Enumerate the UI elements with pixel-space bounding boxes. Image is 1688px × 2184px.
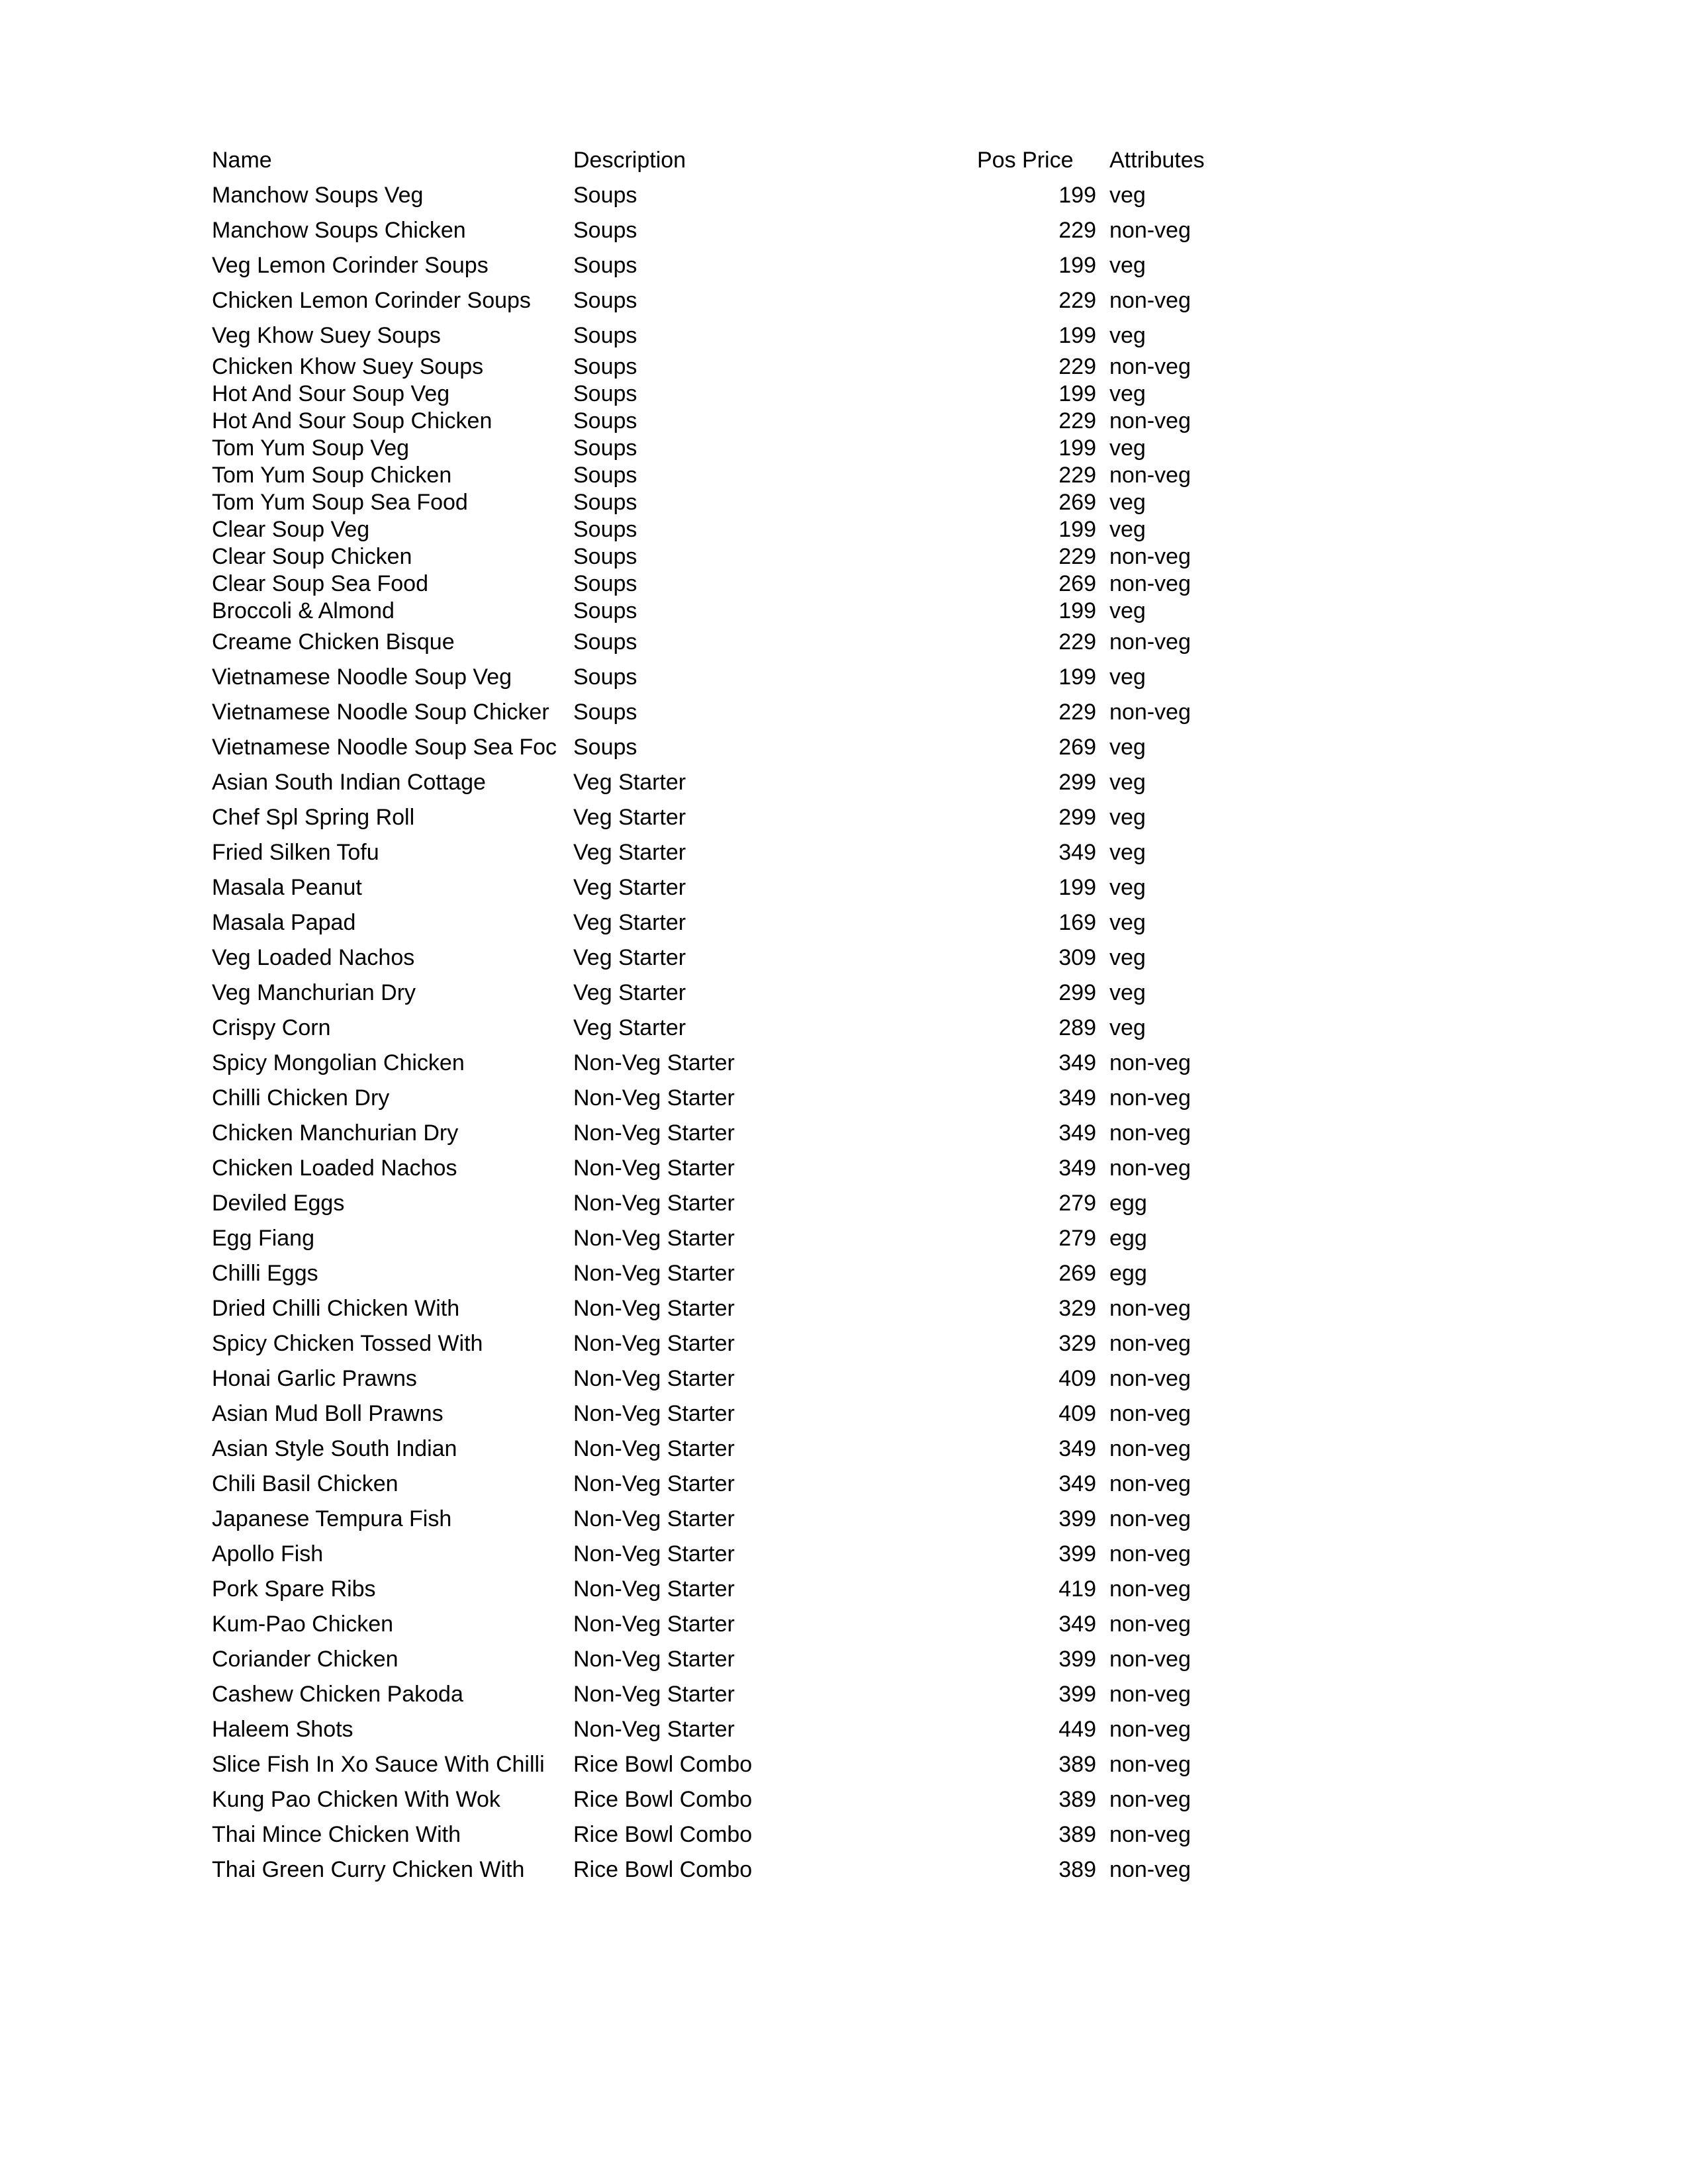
cell-name: Manchow Soups Chicken <box>212 217 466 243</box>
cell-price: 299 <box>1058 769 1096 795</box>
cell-attributes: veg <box>1109 1015 1146 1040</box>
cell-price: 389 <box>1058 1821 1096 1847</box>
cell-attributes: veg <box>1109 909 1146 935</box>
cell-attributes: veg <box>1109 979 1146 1005</box>
table-row <box>212 694 1340 729</box>
cell-description: Veg Starter <box>573 944 686 970</box>
cell-price: 199 <box>1058 435 1096 461</box>
cell-name: Tom Yum Soup Veg <box>212 435 410 461</box>
cell-attributes: non-veg <box>1109 217 1191 243</box>
cell-attributes: non-veg <box>1109 1365 1191 1391</box>
cell-description: Soups <box>573 629 637 655</box>
cell-name: Chilli Chicken Dry <box>212 1085 390 1111</box>
cell-description: Soups <box>573 664 637 690</box>
cell-description: Non-Veg Starter <box>573 1155 735 1181</box>
cell-name: Chicken Loaded Nachos <box>212 1155 457 1181</box>
cell-name: Asian South Indian Cottage <box>212 769 486 795</box>
cell-name: Crispy Corn <box>212 1015 331 1040</box>
column-header-attributes: Attributes <box>1109 147 1205 173</box>
cell-description: Rice Bowl Combo <box>573 1786 753 1812</box>
table-row <box>212 488 1340 516</box>
cell-attributes: non-veg <box>1109 1155 1191 1181</box>
cell-price: 229 <box>1058 543 1096 569</box>
table-row <box>212 1817 1340 1852</box>
cell-price: 329 <box>1058 1295 1096 1321</box>
cell-attributes: veg <box>1109 489 1146 515</box>
cell-price: 199 <box>1058 598 1096 623</box>
cell-name: Masala Peanut <box>212 874 362 900</box>
cell-name: Vietnamese Noodle Soup Chicker <box>212 699 549 725</box>
cell-price: 349 <box>1058 1471 1096 1496</box>
cell-name: Veg Lemon Corinder Soups <box>212 252 489 278</box>
cell-description: Veg Starter <box>573 839 686 865</box>
cell-description: Veg Starter <box>573 769 686 795</box>
cell-name: Cashew Chicken Pakoda <box>212 1681 463 1707</box>
cell-price: 299 <box>1058 979 1096 1005</box>
cell-price: 229 <box>1058 217 1096 243</box>
table-row <box>212 248 1340 283</box>
cell-attributes: non-veg <box>1109 1120 1191 1146</box>
cell-description: Non-Veg Starter <box>573 1646 735 1672</box>
cell-attributes: non-veg <box>1109 1576 1191 1602</box>
cell-attributes: non-veg <box>1109 1786 1191 1812</box>
table-row <box>212 659 1340 694</box>
table-row <box>212 318 1340 353</box>
cell-description: Rice Bowl Combo <box>573 1821 753 1847</box>
cell-price: 269 <box>1058 1260 1096 1286</box>
cell-description: Non-Veg Starter <box>573 1225 735 1251</box>
cell-price: 269 <box>1058 734 1096 760</box>
table-row <box>212 729 1340 764</box>
cell-price: 199 <box>1058 516 1096 542</box>
cell-name: Deviled Eggs <box>212 1190 345 1216</box>
cell-name: Vietnamese Noodle Soup Sea Foc <box>212 734 557 760</box>
table-row <box>212 516 1340 543</box>
cell-name: Masala Papad <box>212 909 356 935</box>
cell-price: 269 <box>1058 489 1096 515</box>
cell-price: 279 <box>1058 1225 1096 1251</box>
table-row <box>212 870 1340 905</box>
cell-price: 399 <box>1058 1541 1096 1567</box>
cell-name: Tom Yum Soup Chicken <box>212 462 452 488</box>
table-row <box>212 1045 1340 1080</box>
cell-attributes: non-veg <box>1109 1400 1191 1426</box>
cell-description: Non-Veg Starter <box>573 1435 735 1461</box>
cell-description: Non-Veg Starter <box>573 1541 735 1567</box>
cell-name: Clear Soup Sea Food <box>212 570 428 596</box>
cell-description: Rice Bowl Combo <box>573 1751 753 1777</box>
column-header-pos-price: Pos Price <box>977 147 1074 173</box>
cell-attributes: veg <box>1109 839 1146 865</box>
table-body <box>212 177 1340 1887</box>
menu-table <box>212 142 1340 1887</box>
table-row <box>212 1676 1340 1711</box>
cell-price: 229 <box>1058 408 1096 433</box>
cell-attributes: non-veg <box>1109 1050 1191 1075</box>
cell-price: 199 <box>1058 252 1096 278</box>
cell-attributes: non-veg <box>1109 462 1191 488</box>
cell-price: 349 <box>1058 1155 1096 1181</box>
cell-price: 269 <box>1058 570 1096 596</box>
table-row <box>212 177 1340 212</box>
column-header-description: Description <box>573 147 686 173</box>
cell-attributes: non-veg <box>1109 1295 1191 1321</box>
cell-description: Soups <box>573 408 637 433</box>
cell-price: 299 <box>1058 804 1096 830</box>
cell-description: Non-Veg Starter <box>573 1295 735 1321</box>
cell-name: Pork Spare Ribs <box>212 1576 376 1602</box>
cell-attributes: non-veg <box>1109 1716 1191 1742</box>
cell-attributes: veg <box>1109 252 1146 278</box>
cell-attributes: veg <box>1109 874 1146 900</box>
cell-attributes: veg <box>1109 944 1146 970</box>
cell-name: Chef Spl Spring Roll <box>212 804 415 830</box>
cell-description: Non-Veg Starter <box>573 1120 735 1146</box>
cell-name: Kum-Pao Chicken <box>212 1611 394 1637</box>
cell-price: 349 <box>1058 1611 1096 1637</box>
table-row <box>212 407 1340 434</box>
cell-price: 389 <box>1058 1751 1096 1777</box>
cell-description: Non-Veg Starter <box>573 1050 735 1075</box>
cell-attributes: non-veg <box>1109 287 1191 313</box>
cell-price: 399 <box>1058 1681 1096 1707</box>
table-row <box>212 570 1340 597</box>
table-row <box>212 1010 1340 1045</box>
header-row <box>212 142 1340 177</box>
cell-price: 199 <box>1058 182 1096 208</box>
cell-price: 199 <box>1058 664 1096 690</box>
table-row <box>212 799 1340 835</box>
cell-attributes: non-veg <box>1109 1435 1191 1461</box>
cell-description: Soups <box>573 353 637 379</box>
cell-description: Veg Starter <box>573 979 686 1005</box>
cell-price: 349 <box>1058 1050 1096 1075</box>
cell-description: Non-Veg Starter <box>573 1611 735 1637</box>
cell-attributes: non-veg <box>1109 1646 1191 1672</box>
cell-description: Non-Veg Starter <box>573 1400 735 1426</box>
table-row <box>212 1396 1340 1431</box>
cell-attributes: veg <box>1109 598 1146 623</box>
cell-attributes: egg <box>1109 1190 1147 1216</box>
cell-description: Soups <box>573 598 637 623</box>
cell-description: Non-Veg Starter <box>573 1506 735 1531</box>
cell-price: 229 <box>1058 462 1096 488</box>
column-header-name: Name <box>212 147 272 173</box>
cell-description: Soups <box>573 252 637 278</box>
cell-price: 409 <box>1058 1365 1096 1391</box>
table-row <box>212 434 1340 461</box>
cell-attributes: non-veg <box>1109 1821 1191 1847</box>
table-row <box>212 624 1340 659</box>
cell-attributes: non-veg <box>1109 1085 1191 1111</box>
cell-description: Soups <box>573 182 637 208</box>
cell-attributes: veg <box>1109 381 1146 406</box>
cell-description: Soups <box>573 462 637 488</box>
cell-description: Soups <box>573 435 637 461</box>
cell-price: 329 <box>1058 1330 1096 1356</box>
table-row <box>212 1711 1340 1747</box>
cell-price: 349 <box>1058 839 1096 865</box>
cell-name: Fried Silken Tofu <box>212 839 379 865</box>
cell-attributes: non-veg <box>1109 543 1191 569</box>
cell-description: Soups <box>573 489 637 515</box>
cell-description: Non-Veg Starter <box>573 1681 735 1707</box>
cell-name: Hot And Sour Soup Chicken <box>212 408 492 433</box>
cell-description: Soups <box>573 287 637 313</box>
cell-price: 389 <box>1058 1786 1096 1812</box>
cell-attributes: non-veg <box>1109 699 1191 725</box>
cell-name: Asian Style South Indian <box>212 1435 457 1461</box>
cell-attributes: non-veg <box>1109 408 1191 433</box>
table-row <box>212 1466 1340 1501</box>
cell-name: Chili Basil Chicken <box>212 1471 399 1496</box>
table-row <box>212 1150 1340 1185</box>
cell-name: Vietnamese Noodle Soup Veg <box>212 664 512 690</box>
cell-attributes: veg <box>1109 435 1146 461</box>
cell-name: Broccoli & Almond <box>212 598 395 623</box>
cell-description: Non-Veg Starter <box>573 1471 735 1496</box>
table-row <box>212 1852 1340 1887</box>
cell-price: 349 <box>1058 1085 1096 1111</box>
cell-attributes: egg <box>1109 1260 1147 1286</box>
table-row <box>212 1431 1340 1466</box>
table-row <box>212 1255 1340 1291</box>
cell-name: Haleem Shots <box>212 1716 353 1742</box>
cell-description: Soups <box>573 322 637 348</box>
cell-description: Non-Veg Starter <box>573 1330 735 1356</box>
cell-description: Non-Veg Starter <box>573 1190 735 1216</box>
table-row <box>212 1361 1340 1396</box>
cell-attributes: non-veg <box>1109 1681 1191 1707</box>
cell-name: Japanese Tempura Fish <box>212 1506 452 1531</box>
table-row <box>212 1220 1340 1255</box>
cell-name: Clear Soup Chicken <box>212 543 412 569</box>
cell-name: Clear Soup Veg <box>212 516 370 542</box>
cell-name: Chicken Manchurian Dry <box>212 1120 459 1146</box>
cell-name: Dried Chilli Chicken With <box>212 1295 460 1321</box>
cell-price: 349 <box>1058 1435 1096 1461</box>
table-row <box>212 1080 1340 1115</box>
cell-attributes: non-veg <box>1109 1330 1191 1356</box>
table-row <box>212 461 1340 488</box>
cell-description: Veg Starter <box>573 909 686 935</box>
cell-name: Spicy Mongolian Chicken <box>212 1050 465 1075</box>
cell-attributes: non-veg <box>1109 1856 1191 1882</box>
table-row <box>212 212 1340 248</box>
cell-description: Non-Veg Starter <box>573 1085 735 1111</box>
table-row <box>212 1536 1340 1571</box>
cell-name: Coriander Chicken <box>212 1646 399 1672</box>
cell-description: Non-Veg Starter <box>573 1576 735 1602</box>
cell-name: Chilli Eggs <box>212 1260 318 1286</box>
table-row <box>212 1291 1340 1326</box>
cell-price: 229 <box>1058 287 1096 313</box>
cell-attributes: non-veg <box>1109 1541 1191 1567</box>
cell-price: 229 <box>1058 629 1096 655</box>
cell-price: 169 <box>1058 909 1096 935</box>
cell-name: Tom Yum Soup Sea Food <box>212 489 468 515</box>
table-row <box>212 1641 1340 1676</box>
cell-name: Thai Green Curry Chicken With <box>212 1856 525 1882</box>
cell-attributes: veg <box>1109 182 1146 208</box>
cell-description: Non-Veg Starter <box>573 1365 735 1391</box>
cell-description: Soups <box>573 699 637 725</box>
cell-attributes: veg <box>1109 664 1146 690</box>
cell-attributes: veg <box>1109 516 1146 542</box>
cell-name: Slice Fish In Xo Sauce With Chilli <box>212 1751 545 1777</box>
cell-attributes: veg <box>1109 769 1146 795</box>
cell-name: Veg Khow Suey Soups <box>212 322 441 348</box>
table-row <box>212 764 1340 799</box>
table-row <box>212 975 1340 1010</box>
cell-name: Spicy Chicken Tossed With <box>212 1330 483 1356</box>
cell-description: Rice Bowl Combo <box>573 1856 753 1882</box>
cell-attributes: non-veg <box>1109 1611 1191 1637</box>
cell-description: Non-Veg Starter <box>573 1716 735 1742</box>
cell-name: Creame Chicken Bisque <box>212 629 455 655</box>
cell-description: Soups <box>573 734 637 760</box>
cell-description: Soups <box>573 217 637 243</box>
cell-description: Soups <box>573 381 637 406</box>
table-row <box>212 1747 1340 1782</box>
cell-price: 449 <box>1058 1716 1096 1742</box>
table-row <box>212 905 1340 940</box>
cell-attributes: non-veg <box>1109 1471 1191 1496</box>
cell-name: Asian Mud Boll Prawns <box>212 1400 444 1426</box>
table-row <box>212 1115 1340 1150</box>
cell-attributes: non-veg <box>1109 629 1191 655</box>
cell-description: Non-Veg Starter <box>573 1260 735 1286</box>
cell-price: 199 <box>1058 322 1096 348</box>
cell-name: Hot And Sour Soup Veg <box>212 381 450 406</box>
cell-price: 399 <box>1058 1646 1096 1672</box>
table-row <box>212 1782 1340 1817</box>
cell-price: 349 <box>1058 1120 1096 1146</box>
cell-name: Chicken Khow Suey Soups <box>212 353 484 379</box>
table-row <box>212 283 1340 318</box>
cell-price: 309 <box>1058 944 1096 970</box>
cell-name: Manchow Soups Veg <box>212 182 424 208</box>
cell-description: Veg Starter <box>573 1015 686 1040</box>
cell-attributes: non-veg <box>1109 1751 1191 1777</box>
cell-attributes: egg <box>1109 1225 1147 1251</box>
cell-description: Soups <box>573 516 637 542</box>
cell-name: Chicken Lemon Corinder Soups <box>212 287 531 313</box>
cell-price: 389 <box>1058 1856 1096 1882</box>
cell-price: 289 <box>1058 1015 1096 1040</box>
cell-attributes: veg <box>1109 734 1146 760</box>
cell-description: Veg Starter <box>573 874 686 900</box>
table-row <box>212 1501 1340 1536</box>
table-row <box>212 543 1340 570</box>
table-row <box>212 835 1340 870</box>
cell-price: 419 <box>1058 1576 1096 1602</box>
cell-attributes: non-veg <box>1109 1506 1191 1531</box>
cell-price: 229 <box>1058 353 1096 379</box>
cell-name: Kung Pao Chicken With Wok <box>212 1786 500 1812</box>
cell-name: Egg Fiang <box>212 1225 314 1251</box>
cell-attributes: non-veg <box>1109 570 1191 596</box>
cell-name: Honai Garlic Prawns <box>212 1365 417 1391</box>
cell-name: Apollo Fish <box>212 1541 324 1567</box>
cell-attributes: veg <box>1109 322 1146 348</box>
table-row <box>212 380 1340 407</box>
cell-attributes: veg <box>1109 804 1146 830</box>
cell-name: Thai Mince Chicken With <box>212 1821 461 1847</box>
table-row <box>212 1326 1340 1361</box>
cell-price: 229 <box>1058 699 1096 725</box>
table-row <box>212 597 1340 624</box>
cell-description: Soups <box>573 570 637 596</box>
cell-description: Soups <box>573 543 637 569</box>
cell-price: 199 <box>1058 874 1096 900</box>
table-row <box>212 1571 1340 1606</box>
cell-price: 409 <box>1058 1400 1096 1426</box>
cell-price: 199 <box>1058 381 1096 406</box>
table-row <box>212 353 1340 380</box>
table-row <box>212 940 1340 975</box>
cell-price: 399 <box>1058 1506 1096 1531</box>
cell-name: Veg Loaded Nachos <box>212 944 415 970</box>
table-row <box>212 1185 1340 1220</box>
cell-attributes: non-veg <box>1109 353 1191 379</box>
cell-description: Veg Starter <box>573 804 686 830</box>
cell-price: 279 <box>1058 1190 1096 1216</box>
table-row <box>212 1606 1340 1641</box>
cell-name: Veg Manchurian Dry <box>212 979 416 1005</box>
